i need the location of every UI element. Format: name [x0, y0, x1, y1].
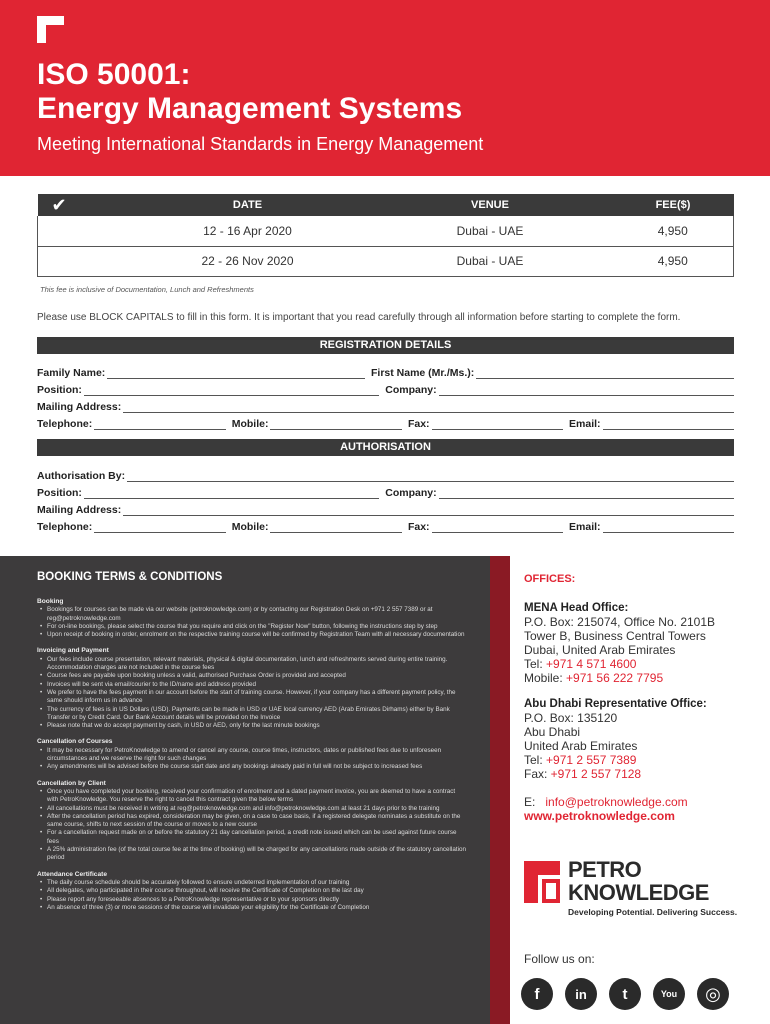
authorisation-by-field[interactable] [127, 471, 734, 482]
website-link[interactable]: www.petroknowledge.com [524, 809, 675, 823]
fax-field[interactable] [432, 419, 563, 430]
auth-fax-field[interactable] [432, 522, 563, 533]
fax-label: Fax: [407, 418, 430, 430]
venue-cell: Dubai - UAE [368, 246, 613, 276]
tel-label: Tel: [524, 753, 547, 767]
mailing-address-field[interactable] [123, 402, 734, 413]
list-item: • Invoices will be sent via email/courier to the ID/name and address provided [47, 681, 467, 689]
auth-telephone-field[interactable] [94, 522, 225, 533]
mena-mobile-link[interactable]: +971 56 222 7795 [566, 671, 664, 685]
list-item: • The daily course schedule should be accurately followed to ensure undeterred implementation of our training [47, 879, 467, 887]
table-row [38, 216, 734, 246]
family-name-label: Family Name: [37, 367, 106, 379]
follow-us-label: Follow us on: [524, 952, 595, 966]
terms-list [37, 788, 467, 863]
list-item: • All cancellations must be received in writing at reg@petroknowledge.com and info@petroknowledge.com at least 21 days prior to the training [47, 805, 467, 813]
select-checkbox[interactable] [38, 216, 128, 246]
list-item: • For on-line bookings, please select the course that you require and click on the "Register Now" button, following the instructions step by step [47, 623, 467, 631]
mena-address-line: Tower B, Business Central Towers [524, 629, 706, 643]
auth-mailing-label: Mailing Address: [37, 504, 122, 516]
header-banner [0, 0, 770, 176]
brand-logo [524, 858, 739, 923]
first-name-label: First Name (Mr./Ms.): [371, 367, 475, 379]
brand-name-line-2: KNOWLEDGE [568, 880, 709, 905]
tel-label: Tel: [524, 657, 547, 671]
mena-office-heading: MENA Head Office: [524, 602, 629, 614]
auth-company-field[interactable] [439, 488, 734, 499]
list-item: • Course fees are payable upon booking unless a valid, authorised Purchase Order is provided and accepted [47, 672, 467, 680]
mena-tel [524, 657, 754, 671]
brand-name [568, 858, 709, 904]
fee-cell: 4,950 [613, 216, 734, 246]
auth-email-label: Email: [569, 521, 601, 533]
mena-mobile [524, 671, 754, 685]
col-date: DATE [128, 194, 368, 216]
date-cell: 12 - 16 Apr 2020 [128, 216, 368, 246]
terms-section-heading: Invoicing and Payment [37, 647, 109, 655]
mena-address-line: Dubai, United Arab Emirates [524, 643, 676, 657]
telephone-field[interactable] [94, 419, 225, 430]
abudhabi-address-line: Abu Dhabi [524, 725, 581, 739]
terms-section-heading: Booking [37, 598, 64, 605]
list-item: • We prefer to have the fees payment in our account before the start of training course. However, if your company has a different payment policy, the same should inform us in advance [47, 689, 467, 706]
authorisation-by-label: Authorisation By: [37, 470, 126, 482]
brand-tagline: Developing Potential. Delivering Success. [568, 907, 738, 917]
terms-section-heading: Cancellation of Courses [37, 738, 113, 746]
auth-email-field[interactable] [603, 522, 734, 533]
first-name-field[interactable] [476, 368, 734, 379]
title-line-2: Energy Management Systems [37, 92, 463, 125]
col-venue: VENUE [368, 194, 613, 216]
petro-knowledge-logo-icon [524, 861, 560, 903]
abudhabi-fax [524, 767, 754, 781]
email-line [524, 795, 754, 809]
email-label: Email: [569, 418, 601, 430]
list-item: • Bookings for courses can be made via our website (petroknowledge.com) or by contacting our Registration Desk on +971 2 557 7389 or at reg@petroknowledge.com [47, 606, 467, 623]
auth-company-label: Company: [385, 487, 437, 499]
table-row [38, 246, 734, 276]
mailing-address-label: Mailing Address: [37, 401, 122, 413]
schedule-table [37, 194, 734, 277]
check-icon: ✔ [38, 194, 128, 216]
instagram-icon[interactable]: ◎ [697, 978, 729, 1010]
mobile-field[interactable] [270, 419, 401, 430]
auth-mobile-label: Mobile: [231, 521, 269, 533]
list-item: • All delegates, who participated in their course throughout, will receive the Certificate of Completion on the last day [47, 887, 467, 895]
auth-mobile-field[interactable] [270, 522, 401, 533]
email-field[interactable] [603, 419, 734, 430]
terms-list [37, 879, 467, 912]
form-row [37, 399, 734, 413]
youtube-icon[interactable]: You [653, 978, 685, 1010]
social-links [521, 978, 729, 1010]
list-item: • The currency of fees is in US Dollars (USD). Payments can be made in USD or UAE local currency AED (Arab Emirates Dirhams) either by Bank Transfer or by Credit Card. Our Bank Account details will be provided on the Invoice [47, 706, 467, 723]
list-item: • It may be necessary for PetroKnowledge to amend or cancel any course, course times, instructors, dates or published fees due to unforeseen circumstances and we reserve the right for such changes [47, 747, 467, 764]
email-link[interactable]: info@petroknowledge.com [545, 795, 688, 809]
form-instructions: Please use BLOCK CAPITALS to fill in this form. It is important that you read carefully through all information before starting to complete the form. [37, 312, 681, 323]
form-row [37, 382, 734, 396]
company-field[interactable] [439, 385, 734, 396]
authorisation-heading: AUTHORISATION [37, 439, 734, 456]
twitter-icon[interactable]: t [609, 978, 641, 1010]
form-row [37, 365, 734, 379]
terms-list [37, 747, 467, 772]
list-item: • Please report any foreseeable absences to a PetroKnowledge representative or to your sponsors directly [47, 896, 467, 904]
abudhabi-address-line: P.O. Box: 135120 [524, 711, 618, 725]
registration-heading: REGISTRATION DETAILS [37, 337, 734, 354]
fee-cell: 4,950 [613, 246, 734, 276]
list-item: • Any amendments will be advised before the course start date and any bookings already paid in full will not be subject to increased fees [47, 763, 467, 771]
venue-cell: Dubai - UAE [368, 216, 613, 246]
family-name-field[interactable] [107, 368, 365, 379]
mobile-label: Mobile: [524, 671, 567, 685]
form-row [37, 416, 734, 430]
list-item: • A 25% administration fee (of the total course fee at the time of booking) will be charged for any cancellations made outside of the statutory cancellation period [47, 846, 467, 863]
list-item: • After the cancellation period has expired, consideration may be given, on a case to case basis, if a registered delegate nominates a substitute on the same course, shifts to next session of the course or moves to a new course [47, 813, 467, 830]
page-subtitle: Meeting International Standards in Energy Management [37, 134, 484, 154]
terms-list [37, 606, 467, 639]
col-fee: FEE($) [613, 194, 734, 216]
form-row [37, 468, 734, 482]
form-row [37, 519, 734, 533]
position-field[interactable] [84, 385, 379, 396]
mobile-label: Mobile: [231, 418, 269, 430]
email-label: E: [524, 795, 536, 809]
terms-body [37, 598, 467, 912]
page-title [37, 58, 462, 126]
abudhabi-tel [524, 753, 754, 767]
auth-position-field[interactable] [84, 488, 379, 499]
terms-list [37, 656, 467, 731]
auth-mailing-field[interactable] [123, 505, 734, 516]
abudhabi-fax-value: +971 2 557 7128 [550, 767, 642, 781]
list-item: • For a cancellation request made on or before the statutory 21 day cancellation period, a credit note issued which can be used against future course fees [47, 829, 467, 846]
select-checkbox[interactable] [38, 246, 128, 276]
list-item: • Please note that we do accept payment by cash, in USD or AED, only for the last minute bookings [47, 722, 467, 730]
terms-title: BOOKING TERMS & CONDITIONS [37, 571, 223, 583]
position-label: Position: [37, 384, 82, 396]
terms-panel [0, 556, 490, 1024]
mena-tel-link[interactable]: +971 4 571 4600 [546, 657, 637, 671]
list-item: • Our fees include course presentation, relevant materials, physical & digital documentation, lunch and refreshments served during entire training. Accommodation charges are not included in the course fees [47, 656, 467, 673]
abudhabi-address-line: United Arab Emirates [524, 739, 638, 753]
facebook-icon[interactable]: f [521, 978, 553, 1010]
panel-accent-strip [490, 556, 510, 1024]
company-label: Company: [385, 384, 437, 396]
fax-label: Fax: [524, 767, 551, 781]
auth-position-label: Position: [37, 487, 82, 499]
form-row [37, 502, 734, 516]
form-row [37, 485, 734, 499]
offices-title: OFFICES: [524, 573, 576, 585]
auth-fax-label: Fax: [407, 521, 430, 533]
title-line-1: ISO 50001: [37, 58, 191, 91]
auth-telephone-label: Telephone: [37, 521, 93, 533]
terms-section-heading: Cancellation by Client [37, 779, 106, 787]
list-item: • An absence of three (3) or more sessions of the course will invalidate your eligibility for the Certificate of Completion [47, 904, 467, 912]
date-cell: 22 - 26 Nov 2020 [128, 246, 368, 276]
offices-block [524, 572, 754, 823]
linkedin-icon[interactable]: in [565, 978, 597, 1010]
list-item: • Once you have completed your booking, received your confirmation of enrolment and a dated payment invoice, you are deemed to have a contract with PetroKnowledge. You reserve the right to cancel this contract given the below terms [47, 788, 467, 805]
brand-mark-icon [37, 16, 64, 43]
telephone-label: Telephone: [37, 418, 93, 430]
abudhabi-office-heading: Abu Dhabi Representative Office: [524, 698, 707, 710]
schedule-header-row [38, 194, 734, 216]
list-item: • Upon receipt of booking in order, enrolment on the respective training course will be confirmed by Registration Team with all necessary documentation [47, 631, 467, 639]
mena-address-line: P.O. Box: 215074, Office No. 2101B [524, 615, 716, 629]
abudhabi-tel-link[interactable]: +971 2 557 7389 [546, 753, 637, 767]
brand-name-line-1: PETRO [568, 857, 642, 882]
fee-note: This fee is inclusive of Documentation, Lunch and Refreshments [40, 285, 254, 294]
terms-section-heading: Attendance Certificate [37, 870, 107, 878]
